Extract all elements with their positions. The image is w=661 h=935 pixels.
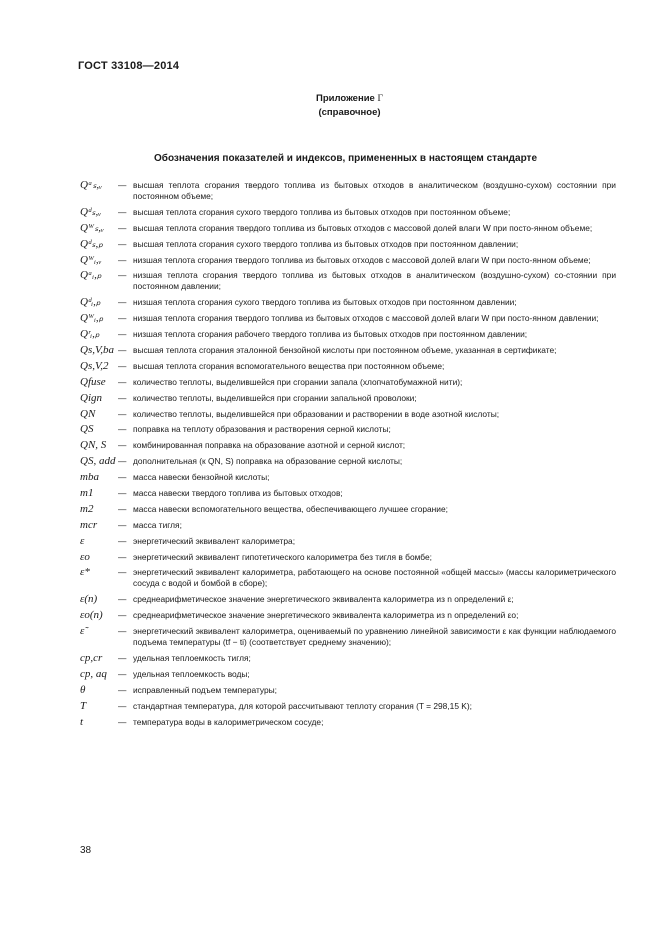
definition-text: среднеарифметическое значение энергетического эквивалента калориметра из n определений ε;: [133, 594, 514, 605]
definition-dash: —: [118, 653, 127, 664]
definition-row: [80, 297, 616, 308]
definition-symbol: mba: [80, 471, 99, 484]
definitions-list: [80, 180, 616, 733]
definition-text: стандартная температура, для которой рассчитывают теплоту сгорания (T = 298,15 K);: [133, 700, 473, 711]
definition-text: масса навески бензойной кислоты;: [133, 472, 270, 483]
definition-text: температура воды в калориметрическом сосуде;: [133, 716, 324, 727]
definition-row: [80, 223, 616, 234]
definition-text: масса тигля;: [133, 519, 182, 530]
definition-row: [80, 504, 616, 515]
definition-dash: —: [118, 610, 127, 621]
definition-dash: —: [118, 180, 127, 190]
definition-dash: —: [118, 329, 127, 340]
definition-symbol: Qᵈₛ,ₚ: [80, 237, 103, 250]
definition-row: [80, 440, 616, 451]
definition-dash: —: [118, 440, 127, 451]
definition-text: низшая теплота сгорания твердого топлива из бытовых отходов в аналитическом (воздушно-сухом) со-стоянии при постоянном давлении;: [133, 270, 616, 292]
definition-text: количество теплоты, выделившейся при сгорании запала (хлопчатобумажной нити);: [133, 376, 463, 387]
definition-dash: —: [118, 668, 127, 679]
definition-row: [80, 377, 616, 388]
definition-symbol: Qʳᵢ,ₚ: [80, 328, 100, 341]
definition-row: [80, 488, 616, 499]
definition-row: [80, 653, 616, 664]
definition-dash: —: [118, 716, 127, 727]
definition-symbol: Qᵂᵢ,ₚ: [80, 312, 104, 325]
definition-text: среднеарифметическое значение энергетического эквивалента калориметра из n определений εo;: [133, 610, 519, 621]
definition-dash: —: [118, 206, 127, 217]
definition-text: высшая теплота сгорания твердого топлива из бытовых отходов с массовой долей влаги W при посто-янном объеме;: [133, 222, 593, 233]
definition-text: низшая теплота сгорания сухого твердого топлива из бытовых отходов при постоянном давлении;: [133, 297, 517, 308]
definition-dash: —: [118, 535, 127, 546]
definition-text: высшая теплота сгорания сухого твердого топлива из бытовых отходов при постоянном объеме;: [133, 206, 511, 217]
definition-symbol: ε(n): [80, 593, 98, 606]
definition-row: [80, 409, 616, 420]
definition-text: количество теплоты, выделившейся при образовании и растворении в воде азотной кислоты;: [133, 408, 500, 419]
definition-symbol: QS: [80, 423, 94, 436]
definition-symbol: Qᵂₛ,ᵥ: [80, 221, 105, 234]
definition-text: комбинированная поправка на образование азотной и серной кислот;: [133, 440, 406, 451]
definition-row: [80, 685, 616, 696]
definition-symbol: θ: [80, 683, 86, 696]
definition-row: [80, 717, 616, 728]
definition-dash: —: [118, 238, 127, 249]
definition-row: [80, 361, 616, 372]
definition-text: энергетический эквивалент калориметра, оцениваемый по уравнению линейной зависимости ε как функции наблюдаемого подъема температуры (tf − ti) (соответствует среднему значению);: [133, 626, 616, 648]
definition-row: [80, 239, 616, 250]
definition-text: масса навески твердого топлива из бытовых отходов;: [133, 488, 343, 499]
definition-text: количество теплоты, выделившейся при сгорании запальной проволоки;: [133, 392, 417, 403]
definition-symbol: Qᵃᵢ,ₚ: [80, 269, 102, 282]
definition-symbol: Qign: [80, 391, 102, 404]
definition-symbol: ε*: [80, 566, 90, 579]
definition-row: [80, 180, 616, 202]
definition-symbol: t: [80, 715, 84, 728]
definition-symbol: εo: [80, 550, 90, 563]
definition-text: энергетический эквивалент калориметра;: [133, 535, 296, 546]
definition-row: [80, 536, 616, 547]
definition-row: [80, 424, 616, 435]
definition-row: [80, 610, 616, 621]
definition-text: низшая теплота сгорания твердого топлива из бытовых отходов с массовой долей влаги W при посто-янном давлении;: [133, 313, 599, 324]
definition-text: удельная теплоемкость воды;: [133, 668, 250, 679]
definition-text: высшая теплота сгорания сухого твердого топлива из бытовых отходов при постоянном давлении;: [133, 238, 519, 249]
definition-row: [80, 669, 616, 680]
definition-dash: —: [118, 567, 127, 578]
definition-dash: —: [118, 313, 127, 324]
definition-text: энергетический эквивалент гипотетического калориметра без тигля в бомбе;: [133, 551, 432, 562]
definition-row: [80, 270, 616, 292]
definition-dash: —: [118, 222, 127, 233]
definition-text: низшая теплота сгорания рабочего твердого топлива из бытовых отходов при постоянном давлении;: [133, 329, 528, 340]
definition-dash: —: [118, 392, 127, 403]
definition-dash: —: [118, 519, 127, 530]
definition-symbol: ε̃: [80, 625, 85, 638]
definition-dash: —: [118, 626, 127, 637]
definition-dash: —: [118, 297, 127, 308]
definition-text: исправленный подъем температуры;: [133, 684, 277, 695]
definition-dash: —: [118, 424, 127, 435]
definition-text: высшая теплота сгорания вспомогательного вещества при постоянном объеме;: [133, 360, 445, 371]
definition-dash: —: [118, 408, 127, 419]
definition-row: [80, 393, 616, 404]
definition-symbol: Qs,V,2: [80, 359, 109, 372]
definition-dash: —: [118, 472, 127, 483]
definition-symbol: QN, S: [80, 439, 107, 452]
definition-symbol: cp, aq: [80, 667, 107, 680]
definition-symbol: m1: [80, 487, 94, 500]
definition-dash: —: [118, 360, 127, 371]
definition-row: [80, 472, 616, 483]
definition-dash: —: [118, 376, 127, 387]
definition-row: [80, 329, 616, 340]
appendix-note: (справочное): [318, 107, 381, 118]
definition-dash: —: [118, 270, 127, 281]
definition-symbol: Qᵃₛ,ᵥ: [80, 179, 103, 191]
definition-text: масса навески вспомогательного вещества, обеспечивающего лучшее сгорание;: [133, 503, 448, 514]
definition-symbol: εo(n): [80, 609, 103, 622]
definition-symbol: QN: [80, 407, 96, 420]
definition-symbol: mcr: [80, 518, 98, 531]
appendix-label: Приложение: [316, 93, 375, 104]
definition-symbol: Qᵂᵢ,ᵥ: [80, 253, 102, 266]
definition-row: [80, 345, 616, 356]
definition-row: [80, 594, 616, 605]
definition-symbol: QS, add: [80, 455, 116, 468]
definition-symbol: Qᵈₛ,ᵥ: [80, 205, 102, 218]
definition-symbol: cp,cr: [80, 652, 103, 665]
definition-text: поправка на теплоту образования и растворения серной кислоты;: [133, 424, 391, 435]
definition-row: [80, 626, 616, 648]
definition-row: [80, 207, 616, 218]
appendix-letter: Г: [377, 94, 383, 104]
definition-row: [80, 552, 616, 563]
appendix-heading: [0, 92, 661, 119]
definition-text: низшая теплота сгорания твердого топлива из бытовых отходов с массовой долей влаги W при посто-янном объеме;: [133, 254, 591, 265]
definition-row: [80, 567, 616, 589]
definition-dash: —: [118, 594, 127, 605]
definition-dash: —: [118, 700, 127, 711]
section-title: Обозначения показателей и индексов, примененных в настоящем стандарте: [153, 153, 538, 164]
definition-row: [80, 255, 616, 266]
definition-dash: —: [118, 684, 127, 695]
definition-symbol: Qfuse: [80, 375, 106, 388]
definition-symbol: m2: [80, 502, 94, 515]
definition-dash: —: [118, 551, 127, 562]
document-code: ГОСТ 33108—2014: [78, 60, 180, 72]
definition-row: [80, 520, 616, 531]
definition-row: [80, 313, 616, 324]
definition-symbol: Qs,V,ba: [80, 344, 115, 357]
definition-symbol: T: [80, 699, 87, 712]
definition-dash: —: [118, 456, 127, 467]
definition-text: энергетический эквивалент калориметра, работающего на основе постоянной «общей массы» (массы калориметрического сосуда с водой и бомбой в сборе);: [133, 567, 616, 589]
page-number: 38: [80, 845, 92, 856]
definition-dash: —: [118, 503, 127, 514]
definition-text: удельная теплоемкость тигля;: [133, 653, 251, 664]
definition-text: высшая теплота сгорания твердого топлива из бытовых отходов в аналитическом (воздушно-сухом) состоянии при постоянном объеме;: [133, 180, 616, 201]
definition-dash: —: [118, 254, 127, 265]
definition-dash: —: [118, 488, 127, 499]
definition-text: дополнительная (к QN, S) поправка на образование серной кислоты;: [133, 456, 403, 467]
definition-text: высшая теплота сгорания эталонной бензойной кислоты при постоянном объеме, указанная в сертификате;: [133, 345, 557, 356]
definition-row: [80, 701, 616, 712]
definition-symbol: ε: [80, 534, 85, 547]
definition-dash: —: [118, 345, 127, 356]
definition-symbol: Qᵈᵢ,ₚ: [80, 296, 101, 309]
definition-row: [80, 456, 616, 467]
